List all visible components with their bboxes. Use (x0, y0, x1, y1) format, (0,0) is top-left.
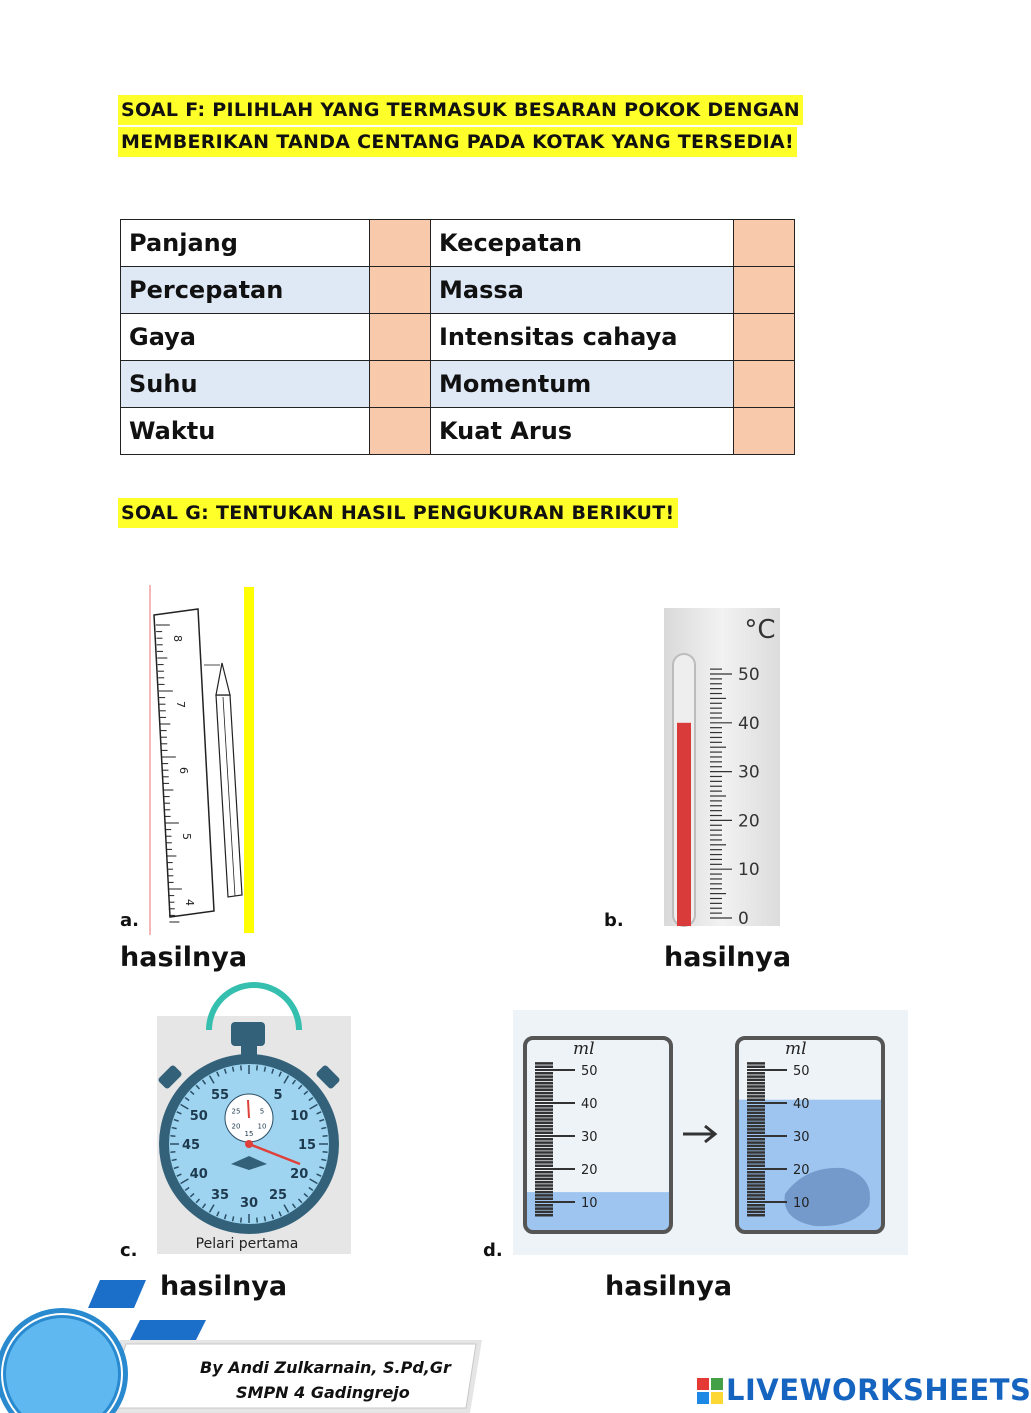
cylinder-2-unit: ml (785, 1039, 807, 1059)
result-label-c: hasilnya (160, 1271, 288, 1302)
table-row (121, 408, 795, 455)
stopwatch-number: 45 (181, 1138, 201, 1153)
stopwatch-inner-number: 15 (244, 1130, 254, 1138)
cylinder-tick-label: 20 (793, 1163, 810, 1178)
checkbox-panjang[interactable] (370, 220, 431, 267)
stopwatch-number: 50 (189, 1109, 208, 1124)
thermometer-tick-label: 0 (738, 909, 749, 929)
cylinder-tick-label: 10 (793, 1196, 810, 1211)
stopwatch-number: 25 (268, 1188, 288, 1204)
checkbox-kuat-arus[interactable] (734, 408, 795, 455)
checkbox-percepatan[interactable] (370, 267, 431, 314)
stopwatch-tick (241, 1218, 242, 1223)
stopwatch-tick (233, 1216, 234, 1221)
result-label-a: hasilnya (120, 942, 248, 973)
cylinder-tick-label: 40 (793, 1097, 810, 1112)
checkbox-momentum[interactable] (734, 361, 795, 408)
thermometer-tick-label: 20 (738, 811, 760, 832)
quantity-label: Percepatan (121, 267, 370, 314)
soal-f-heading-line2: MEMBERIKAN TANDA CENTANG PADA KOTAK YANG TERSEDIA! (118, 127, 797, 157)
stopwatch-number: 20 (290, 1167, 309, 1182)
label-c: c. (120, 1240, 138, 1261)
cylinder-tick-label: 50 (793, 1064, 810, 1079)
stopwatch-caption: Pelari pertama (195, 1236, 299, 1252)
ruler-image (140, 585, 260, 935)
stopwatch-tick (172, 1159, 177, 1160)
stopwatch-tick (321, 1128, 326, 1129)
stopwatch-inner-number: 10 (257, 1122, 267, 1131)
mercury-column (677, 723, 691, 926)
soal-f-heading-line1: SOAL F: PILIHLAH YANG TERMASUK BESARAN POKOK DENGAN (118, 95, 803, 125)
thermometer-tick-label: 30 (738, 762, 760, 783)
table-row (121, 267, 795, 314)
quantity-label: Gaya (121, 314, 370, 361)
stopwatch-number: 55 (210, 1087, 230, 1103)
stopwatch-number: 40 (189, 1167, 208, 1182)
quantity-label: Kecepatan (431, 220, 734, 267)
label-d: d. (483, 1240, 503, 1261)
stopwatch-inner-number: 20 (231, 1122, 241, 1131)
stopwatch-inner-number: 25 (231, 1107, 241, 1116)
measuring-cylinders-image (513, 1010, 908, 1255)
cylinder-tick-label: 20 (581, 1163, 598, 1178)
stopwatch-tick (321, 1159, 326, 1160)
quantity-label: Intensitas cahaya (431, 314, 734, 361)
result-label-b: hasilnya (664, 942, 792, 973)
quantity-label: Suhu (121, 361, 370, 408)
stopwatch-tick (170, 1152, 175, 1153)
ruler-tick-label: 6 (177, 767, 190, 774)
thermometer-tick-label: 50 (738, 665, 760, 685)
cylinder-tick-label: 50 (581, 1064, 598, 1079)
checkbox-massa[interactable] (734, 267, 795, 314)
checkbox-intensitas-cahaya[interactable] (734, 314, 795, 361)
stopwatch-number: 5 (273, 1087, 283, 1103)
quantity-label: Panjang (121, 220, 370, 267)
stopwatch-tick (241, 1065, 242, 1070)
ruler-tick-label: 7 (174, 701, 187, 708)
liveworksheets-logo-icon (697, 1378, 723, 1404)
footer-author: By Andi Zulkarnain, S.Pd,Gr (200, 1358, 451, 1377)
stopwatch-number: 15 (297, 1138, 317, 1153)
label-b: b. (604, 910, 624, 931)
soal-g-heading: SOAL G: TENTUKAN HASIL PENGUKURAN BERIKUT! (118, 498, 678, 528)
table-row (121, 361, 795, 408)
thermometer-tick-label: 40 (738, 713, 760, 734)
stopwatch-tick (323, 1152, 328, 1153)
cylinder-tick-label: 40 (581, 1097, 598, 1112)
checkbox-gaya[interactable] (370, 314, 431, 361)
stopwatch-number: 35 (210, 1188, 230, 1204)
quantity-label: Momentum (431, 361, 734, 408)
thermometer-unit: °C (744, 615, 776, 645)
result-label-d: hasilnya (605, 1271, 733, 1302)
checkbox-suhu[interactable] (370, 361, 431, 408)
stopwatch-tick (257, 1218, 258, 1223)
stopwatch-number: 30 (239, 1196, 259, 1211)
quantity-table (120, 219, 795, 455)
stopwatch-tick (170, 1136, 175, 1137)
thermometer-image (664, 608, 780, 929)
cylinder-tick-label: 30 (581, 1130, 598, 1145)
label-a: a. (120, 910, 139, 931)
checkbox-waktu[interactable] (370, 408, 431, 455)
ruler-tick-label: 4 (183, 899, 196, 906)
stopwatch-tick (172, 1128, 177, 1129)
footer-school: SMPN 4 Gadingrejo (236, 1383, 410, 1402)
table-row (121, 314, 795, 361)
ruler-tick-label: 8 (171, 635, 184, 642)
stopwatch-tick (264, 1216, 265, 1221)
quantity-label: Kuat Arus (431, 408, 734, 455)
brand-name: LIVEWORKSHEETS (726, 1373, 1031, 1407)
table-row (121, 220, 795, 267)
stopwatch-tick (264, 1067, 265, 1072)
stopwatch-image (157, 1016, 351, 1254)
cylinder-tick-label: 10 (581, 1196, 598, 1211)
ruler-tick-label: 5 (180, 833, 193, 840)
cylinder-1-unit: ml (573, 1039, 595, 1059)
checkbox-kecepatan[interactable] (734, 220, 795, 267)
quantity-label: Massa (431, 267, 734, 314)
quantity-label: Waktu (121, 408, 370, 455)
stopwatch-inner-number: 5 (259, 1107, 265, 1116)
thermometer-tick-label: 10 (738, 860, 760, 881)
stopwatch-tick (323, 1136, 328, 1137)
cylinder-tick-label: 30 (793, 1130, 810, 1145)
stopwatch-tick (257, 1065, 258, 1070)
stopwatch-tick (233, 1067, 234, 1072)
stopwatch-number: 10 (290, 1109, 309, 1124)
